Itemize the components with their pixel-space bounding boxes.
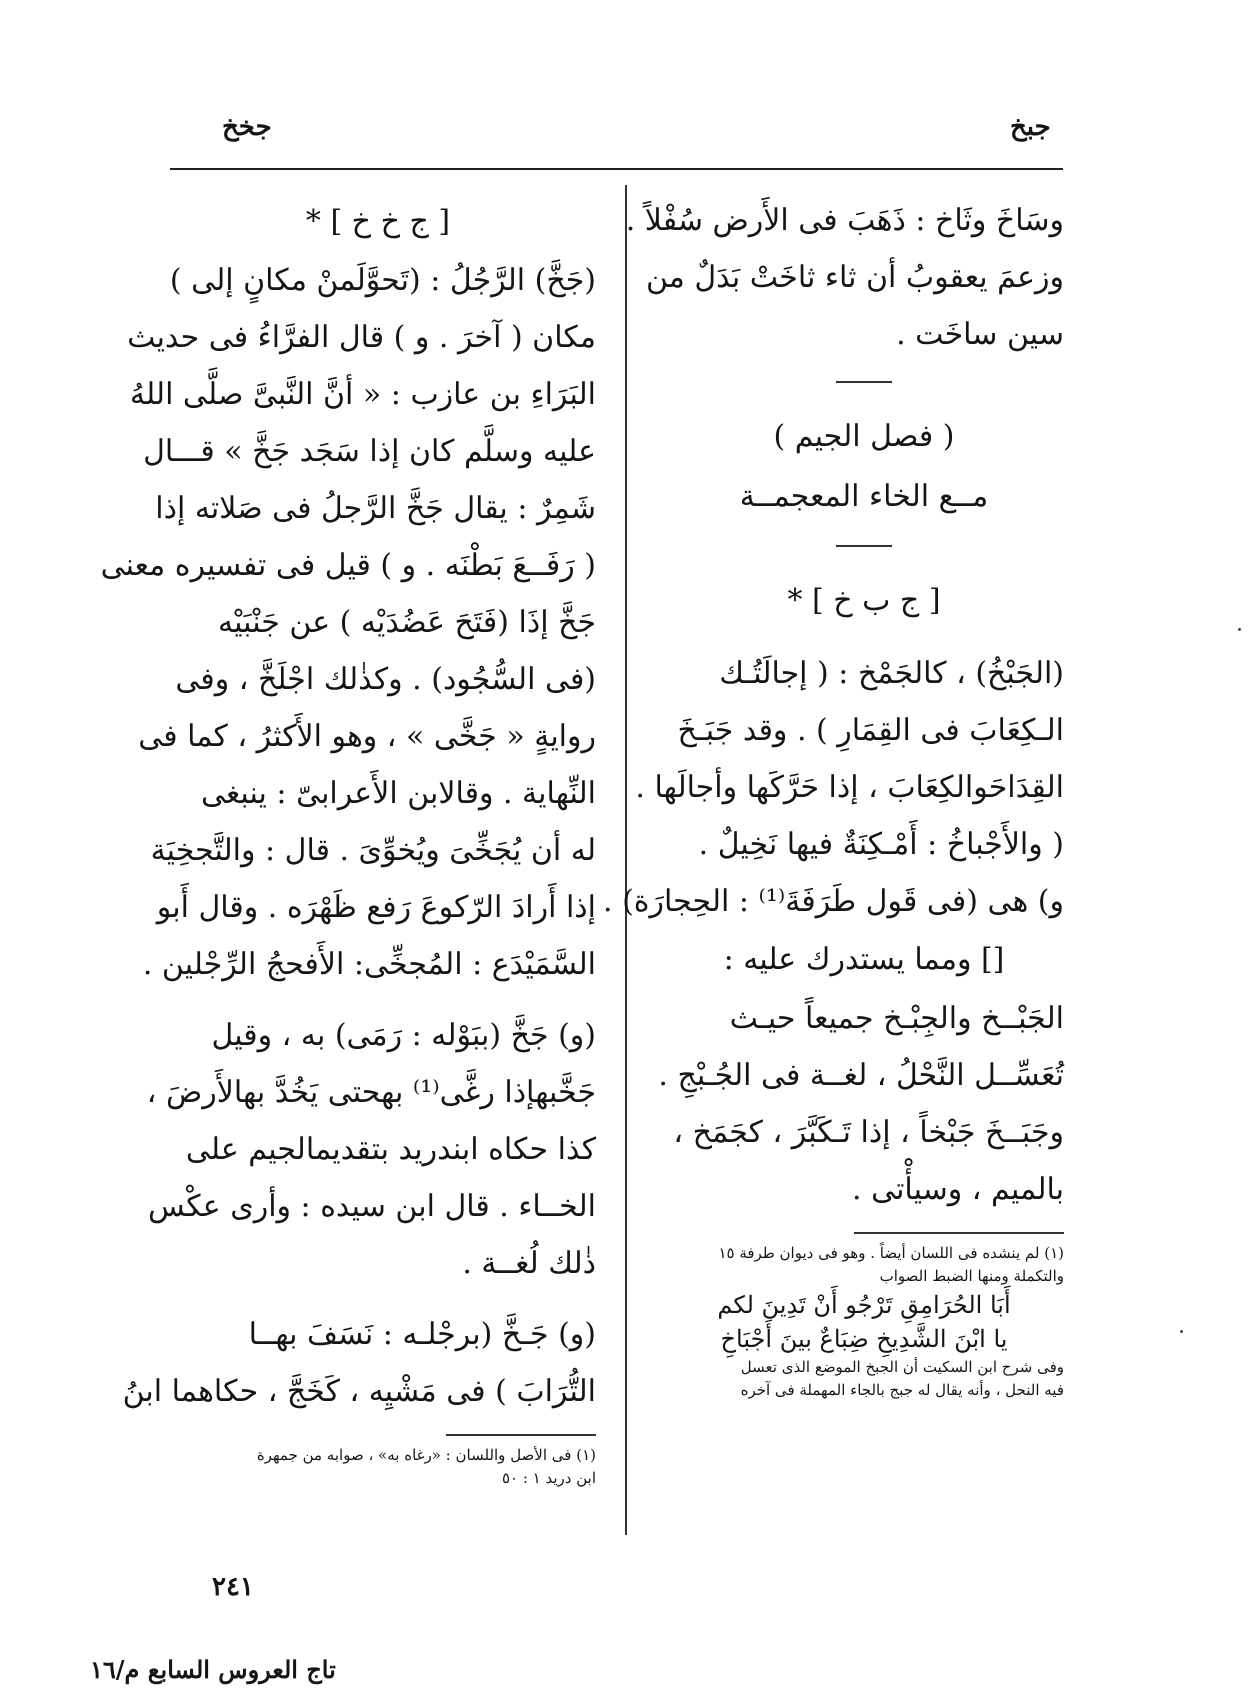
- text-line: تُعَسِّــل النَّحْلُ ، لغــة فى الجُـبْجِ .: [658, 1058, 1064, 1093]
- text-line: جَخَّ إذَا (فَتَحَ عَضُدَيْه ) عن جَنْبَيْه: [218, 605, 596, 640]
- text-line: (الجَبْخُ) ، كالجَمْخ : ( إجالَتُـك: [719, 656, 1064, 691]
- text-line: (جَخَّ) الرَّجُلُ : (تَحوَّلَمنْ مكانٍ إلى ): [169, 263, 596, 298]
- text-line: له أن يُجَخِّىَ ويُخوِّىَ . قال : والتَّجخِيَة: [150, 833, 596, 868]
- text-line: عليه وسلَّم كان إذا سَجَد جَخَّ » قـــال: [143, 434, 596, 469]
- text-line: بالميم ، وسيأْتى .: [852, 1172, 1064, 1207]
- text-line: وجَبَــخَ جَبْخاً ، إذا تَـكَبَّرَ ، كجَمَخ ،: [673, 1115, 1064, 1150]
- text-line: سين ساخَت .: [896, 317, 1064, 352]
- footnote-line: (١) فى الأصل واللسان : «رغاه به» ، صوابه من جمهرة: [256, 1446, 596, 1464]
- footnote-verse: يا ابْنَ الشَّدِيخِ ضِبَاعٌ بينَ أَجْبَاخِ: [720, 1325, 1008, 1353]
- text-line: مكان ( آخرَ . و ) قال الفرَّاءُ فى حديث: [127, 320, 596, 355]
- text-line: الجَبْــخ والجِبْـخ جميعاً حيـث: [729, 1001, 1064, 1036]
- text-line: التُّرَابَ ) فى مَشْيِه ، كَخَجَّ ، حكاهما ابنُ: [122, 1374, 596, 1409]
- footnote-rule: [446, 1434, 596, 1436]
- entry-heading: [ ج ب خ ] *: [787, 583, 941, 618]
- scan-speck: [1238, 628, 1241, 631]
- text-line: وسَاخَ وثَاخ : ذَهَبَ فى الأَرض سُفْلاً .: [625, 203, 1064, 238]
- footnote-rule: [854, 1232, 1064, 1234]
- text-line: و) هى (فى قَول طَرَفَةَ⁽¹⁾ : الحِجارَة) .: [603, 884, 1064, 919]
- text-line: البَرَاءِ بن عازب : « أنَّ النَّبىَّ صلَّى اللهُ: [129, 377, 596, 412]
- section-subheading: مــع الخاء المعجمــة: [739, 479, 989, 514]
- text-line: (و) جَخَّ (ببَوْله : رَمَى) به ، وقيل: [211, 1018, 596, 1053]
- text-line: ( رَفَــعَ بَطْنَه . و ) قيل فى تفسيره معنى: [100, 548, 596, 583]
- text-line: الخــاء . قال ابن سيده : وأرى عكْس: [147, 1189, 596, 1224]
- footnote-line: والتكملة ومنها الضبط الصواب: [879, 1267, 1064, 1285]
- text-line: ( والأَجْباخُ : أَمْـكِنَةٌ فيها نَخِيلٌ .: [698, 827, 1064, 862]
- running-header-right: جبخ: [1010, 112, 1051, 142]
- section-rule: [836, 545, 892, 547]
- column-divider: [625, 185, 627, 1535]
- text-line: روايةٍ « جَخَّى » ، وهو الأَكثرُ ، كما فى: [138, 719, 596, 754]
- footnote-line: فيه النحل ، وأنه يقال له جبج بالجاء المهملة فى آخره: [740, 1381, 1064, 1399]
- text-line: القِدَاحَوالكِعَابَ ، إذا حَرَّكَها وأجالَها .: [635, 770, 1064, 805]
- footnote-verse: أَبَا الحُرَامِقِ تَرْجُو أَنْ تَدِينَ لكم: [717, 1291, 1011, 1319]
- running-header-left: جخخ: [222, 112, 272, 142]
- signature-line: تاج العروس السابع م/١٦: [90, 1655, 336, 1684]
- footnote-line: (١) لم ينشده فى اللسان أيضاً . وهو فى ديوان طرفة ١٥: [718, 1244, 1064, 1262]
- text-line: إذا أَرادَ الرّكوعَ رَفع ظَهْرَه . وقال أَبو: [156, 890, 596, 925]
- text-line: ذٰلك لُغــة .: [462, 1246, 596, 1281]
- text-line: كذا حكاه ابندريد بتقديمالجيم على: [185, 1132, 596, 1167]
- section-rule: [836, 381, 892, 383]
- left-column: [100, 192, 596, 1490]
- text-line: شَمِرٌ : يقال جَخَّ الرَّجلُ فى صَلاته إذا: [155, 491, 596, 526]
- scan-speck: [1180, 1330, 1183, 1333]
- footnote-line: ابن دريد ١ : ٥٠: [501, 1469, 596, 1487]
- text-line: جَخَّبهإذا رغَّى⁽¹⁾ بهحتى يَخُدَّ بهالأَرضَ ،: [146, 1075, 596, 1110]
- text-line: النِّهاية . وقالابن الأَعرابىّ : ينبغى: [200, 776, 596, 811]
- text-line: (و) جَـخَّ (برجْلـه : نَسَفَ بهــا: [248, 1317, 596, 1352]
- entry-heading: [ ج خ خ ] *: [305, 204, 451, 239]
- right-column: [603, 192, 1064, 1402]
- header-rule: [170, 168, 1063, 170]
- text-line: وزعمَ يعقوبُ أن ثاء ثاخَتْ بَدَلٌ من: [645, 260, 1064, 295]
- section-heading: ( فصل الجيم ): [773, 419, 955, 454]
- mustadrak-heading: [] ومما يستدرك عليه :: [723, 942, 1005, 977]
- page-number: ٢٤١: [212, 1572, 254, 1602]
- text-line: السَّمَيْدَع : المُجخِّى: الأَفحجُ الرِّجْلين .: [142, 947, 596, 982]
- text-line: الـكِعَابَ فى القِمَارِ ) . وقد جَبَـخَ: [677, 713, 1064, 748]
- text-line: (فى السُّجُود) . وكذٰلك اجْلَخَّ ، وفى: [175, 662, 596, 697]
- footnote-line: وفى شرح ابن السكيت أن الجبخ الموضع الذى تعسل: [740, 1358, 1064, 1376]
